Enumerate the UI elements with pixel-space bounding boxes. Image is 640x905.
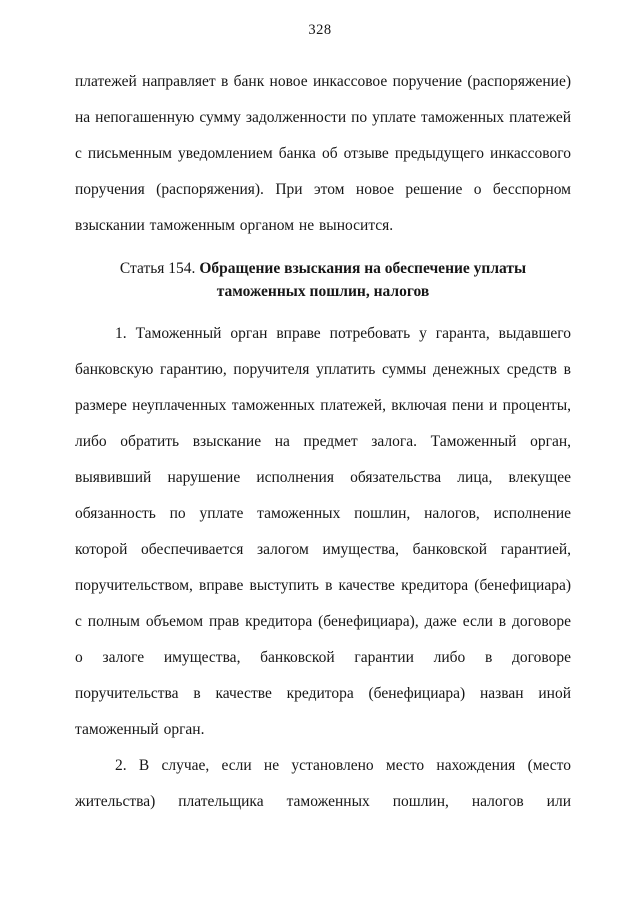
article-number-label: Статья 154. [119, 260, 196, 277]
body-paragraph-continuation: платежей направляет в банк новое инкассовое поручение (распоряжение) на непогашенную сумму задолженности по уплате таможенных платежей с письменным уведомлением банка об отзыве предыдущего инкассового поручения (распоряжения). При этом новое решение о бесспорном взыскании таможенным органом не выносится. [75, 73, 571, 234]
page-number: 328 [308, 22, 332, 38]
body-paragraph-1: 1. Таможенный орган вправе потребовать у гаранта, выдавшего банковскую гарантию, поручителя уплатить суммы денежных средств в размере неуплаченных таможенных платежей, включая пени и проценты, либо обратить взыскание на предмет залога. Таможенный орган, выявивший нарушение исполнения обязательства лица, влекущее обязанность по уплате таможенных пошлин, налогов, исполнение которой обеспечивается залогом имущества, банковской гарантией, поручительством, вправе выступить в качестве кредитора (бенефициара) с полным объемом прав кредитора (бенефициара), даже если в договоре о залоге имущества, банковской гарантии либо в договоре поручительства в качестве кредитора (бенефициара) назван иной таможенный орган. [75, 325, 571, 738]
page-content [75, 64, 571, 820]
article-heading [75, 257, 571, 303]
article-title-line2: таможенных пошлин, налогов [216, 283, 430, 300]
body-paragraph-2: 2. В случае, если не установлено место нахождения (место жительства) плательщика таможенных пошлин, налогов или [75, 757, 571, 810]
article-title-line1: Обращение взыскания на обеспечение уплаты [199, 260, 527, 277]
article-heading-line1 [75, 257, 571, 280]
